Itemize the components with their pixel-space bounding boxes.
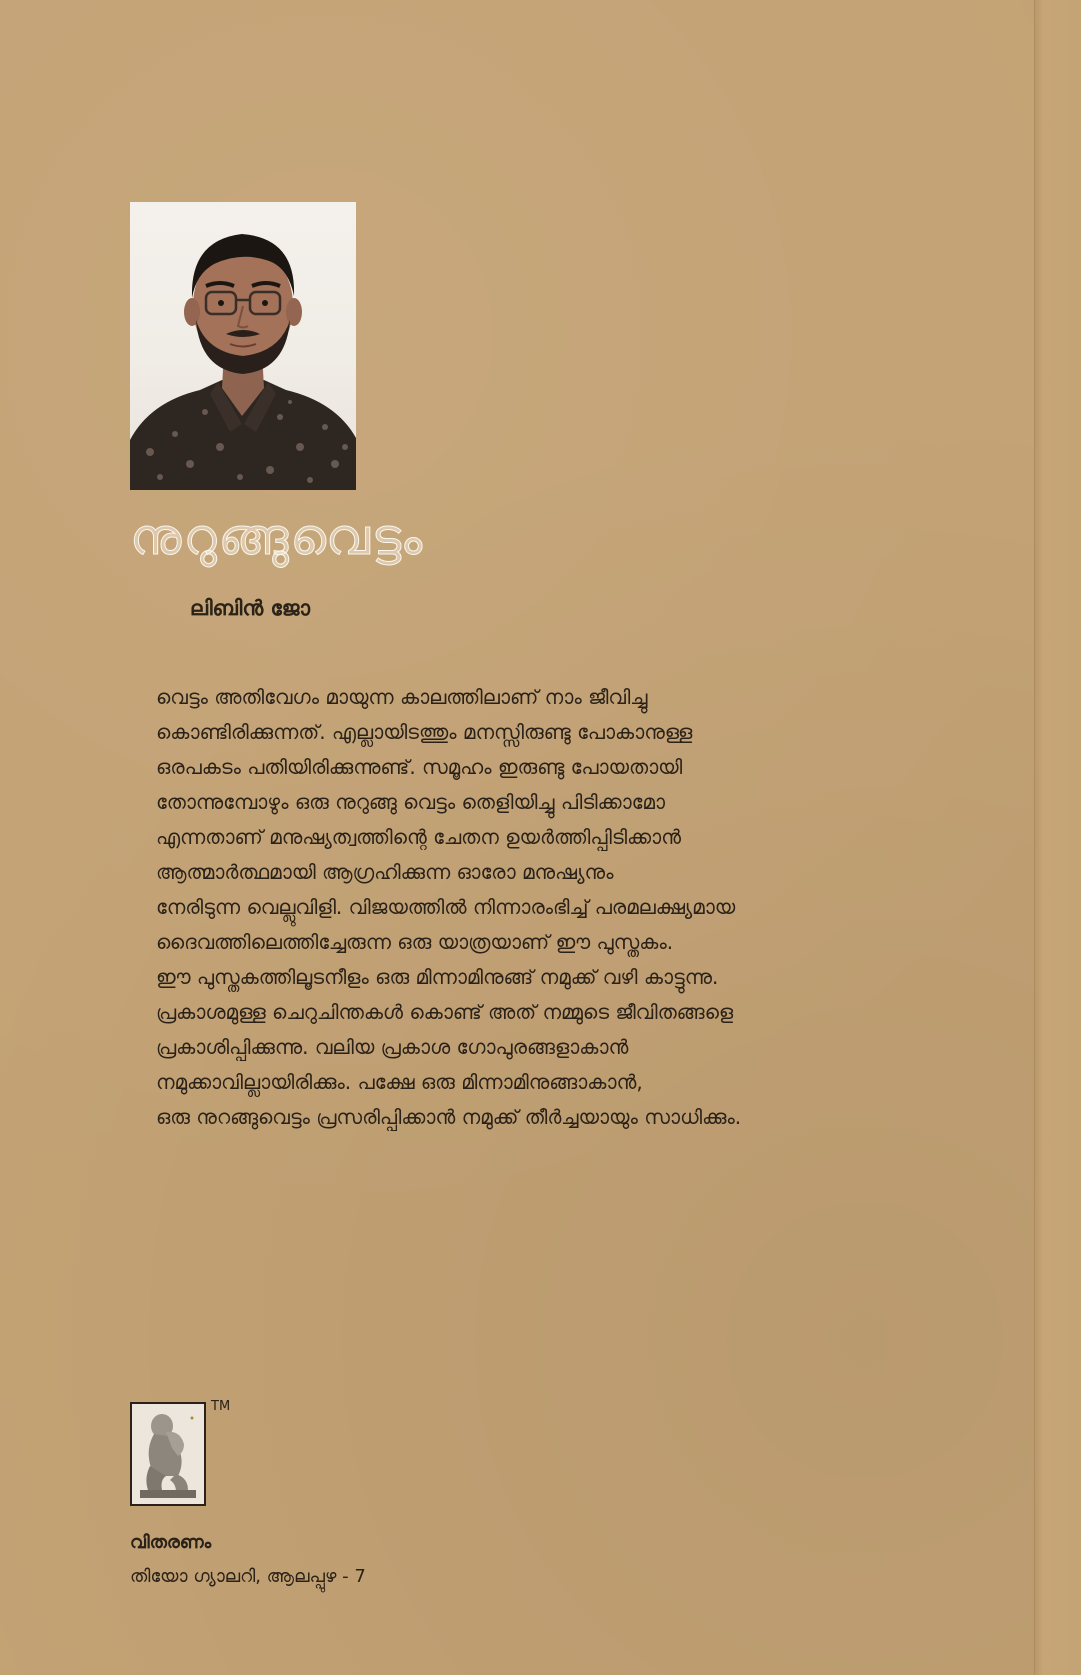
trademark-symbol: TM: [211, 1399, 231, 1414]
blurb-line: പ്രകാശിപ്പിക്കുന്നു. വലിയ പ്രകാശ ഗോപുരങ്ങളാകാൻ: [156, 1035, 629, 1059]
blurb-line: നമുക്കാവില്ലായിരിക്കും. പക്ഷേ ഒരു മിന്നാമിനുങ്ങാകാൻ,: [156, 1070, 643, 1094]
author-portrait-graphic: [130, 202, 356, 490]
publisher-logo: [130, 1402, 206, 1506]
blurb-line: എന്നതാണ് മനുഷ്യത്വത്തിന്റെ ചേതന ഉയർത്തിപ്പിടിക്കാൻ: [156, 825, 682, 849]
distribution-label: വിതരണം: [130, 1532, 212, 1553]
blurb-line: ദൈവത്തിലെത്തിച്ചേരുന്ന ഒരു യാത്രയാണ് ഈ പുസ്തകം.: [156, 930, 674, 954]
author-name: ലിബിൻ ജോ: [190, 596, 311, 620]
blurb-line: ഈ പുസ്തകത്തിലൂടനീളം ഒരു മിന്നാമിനുങ്ങ് നമുക്ക് വഴി കാട്ടുന്നു.: [156, 965, 719, 989]
author-photo: [130, 202, 356, 490]
blurb-text: [156, 680, 946, 1135]
blurb-line: ആത്മാർത്ഥമായി ആഗ്രഹിക്കുന്ന ഓരോ മനുഷ്യനും: [156, 860, 614, 884]
blurb-line: ഒരു നുറങ്ങുവെട്ടം പ്രസരിപ്പിക്കാൻ നമുക്ക് തീർച്ചയായും സാധിക്കും.: [156, 1105, 742, 1129]
book-title: നുറുങ്ങുവെട്ടം: [130, 508, 425, 566]
spine-edge: [1034, 0, 1081, 1675]
thinker-statue-icon: [132, 1404, 204, 1504]
blurb-line: നേരിടുന്ന വെല്ലുവിളി. വിജയത്തിൽ നിന്നാരംഭിച്ച് പരമലക്ഷ്യമായ: [156, 895, 736, 919]
blurb-line: പ്രകാശമുള്ള ചെറുചിന്തകൾ കൊണ്ട് അത് നമ്മുടെ ജീവിതങ്ങളെ: [156, 1000, 734, 1024]
distribution-address: തിയോ ഗ്യാലറി, ആലപ്പുഴ - 7: [130, 1566, 366, 1587]
blurb-line: ഒരപകടം പതിയിരിക്കുന്നുണ്ട്. സമൂഹം ഇരുണ്ടു പോയതായി: [156, 755, 683, 779]
blurb-line: തോന്നുമ്പോഴും ഒരു നുറുങ്ങു വെട്ടം തെളിയിച്ചു പിടിക്കാമോ: [156, 790, 666, 814]
blurb-line: വെട്ടം അതിവേഗം മായുന്ന കാലത്തിലാണ് നാം ജീവിച്ചു: [156, 685, 648, 709]
blurb-line: കൊണ്ടിരിക്കുന്നത്. എല്ലായിടത്തും മനസ്സിരുണ്ടു പോകാനുള്ള: [156, 720, 693, 744]
